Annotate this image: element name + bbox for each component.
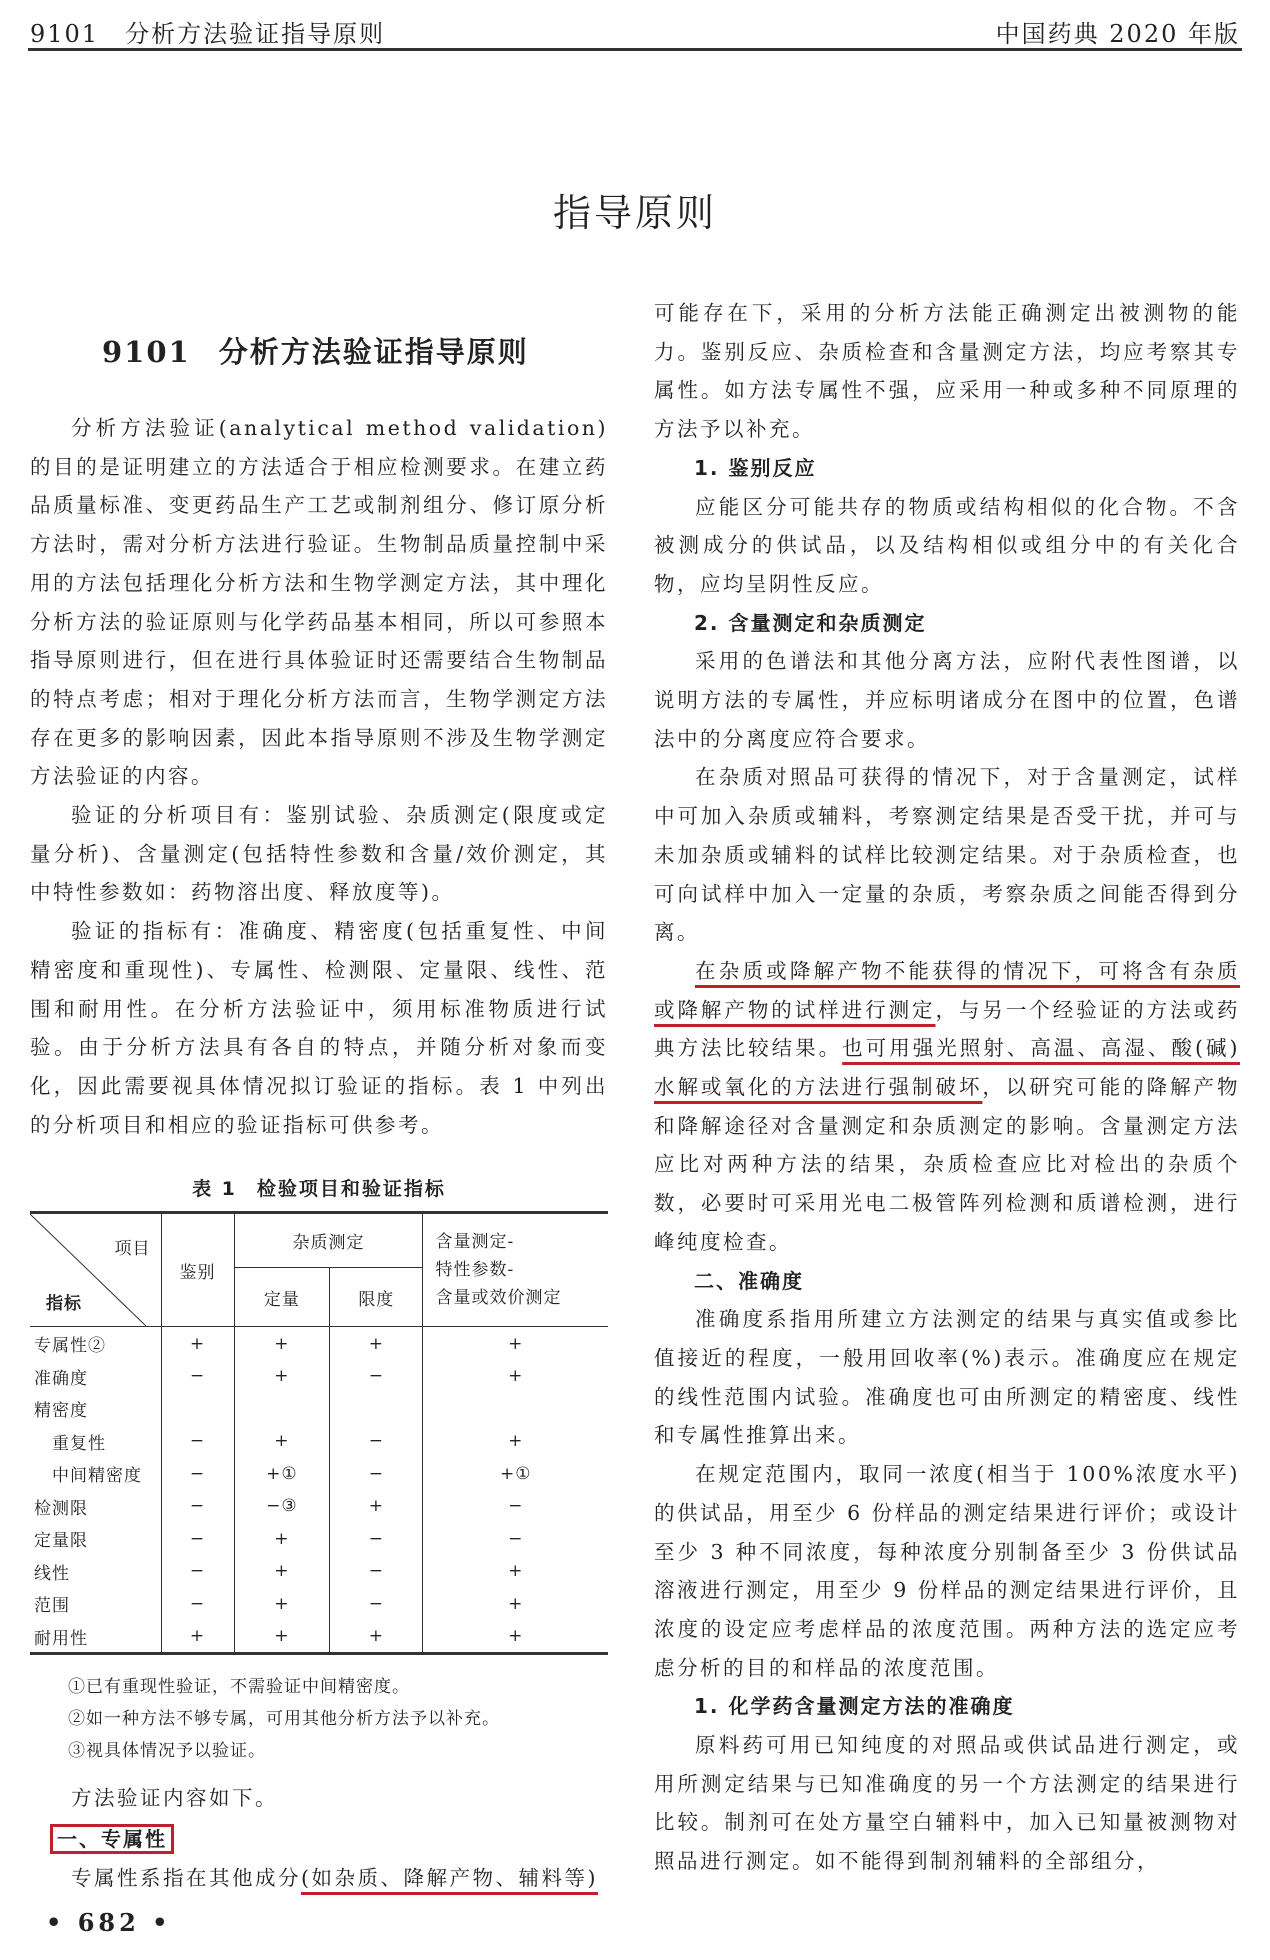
col-assay-line1: 含量测定- bbox=[435, 1232, 515, 1253]
corner-item-label: 项目 bbox=[114, 1239, 151, 1260]
row-name: 检测限 bbox=[34, 1498, 88, 1519]
page-number: • 682 • bbox=[46, 1908, 172, 1937]
paragraph-impurity-unavailable bbox=[654, 952, 1240, 1262]
cell-assay: − bbox=[423, 1490, 608, 1523]
cell-limit: − bbox=[330, 1587, 423, 1620]
cell-ident: + bbox=[161, 1327, 234, 1360]
underlined-text-1: 在杂质或降解产物不能获得的情况下，可将含有杂质或降解产物的试样进行测定 bbox=[654, 958, 1240, 1022]
col-quant: 定量 bbox=[234, 1267, 330, 1327]
table-label: 表 1 bbox=[192, 1178, 237, 1201]
text-2: ，以研究可能的降解产物和降解途径对含量测定和杂质测定的影响。含量测定方法应比对两种方法的结果，杂质检查应比对检出的杂质个数，必要时可采用光电二极管阵列检测和质谱检测，进行峰纯度检查。 bbox=[654, 1075, 1241, 1254]
col-assay bbox=[423, 1213, 608, 1327]
paragraph-content-intro: 方法验证内容如下。 bbox=[71, 1786, 278, 1811]
col-limit: 限度 bbox=[330, 1267, 423, 1327]
table-title: 检验项目和验证指标 bbox=[256, 1178, 446, 1201]
paragraph-chromatography: 采用的色谱法和其他分离方法，应附代表性图谱，以说明方法的专属性，并应标明诸成分在图中的位置，色谱法中的分离度应符合要求。 bbox=[654, 649, 1240, 751]
running-header bbox=[28, 8, 1242, 51]
cell-assay: + bbox=[423, 1555, 608, 1588]
section-title bbox=[102, 330, 608, 371]
cell-ident: − bbox=[161, 1522, 234, 1555]
corner-index-label: 指标 bbox=[46, 1294, 82, 1315]
paragraph-accuracy-design: 在规定范围内，取同一浓度(相当于 100%浓度水平)的供试品，用至少 6 份样品的测定结果进行评价；或设计至少 3 种不同浓度，每种浓度分别制备至少 3 份供试品溶液进行测定，用至少 9 份样品的测定结果进行评价，且浓度的设定应考虑样品的浓度范围。两种方法的选定应考虑分析的目的和样品的浓度范围。 bbox=[654, 1462, 1240, 1680]
cell-assay: + bbox=[423, 1425, 608, 1458]
col-assay-line3: 含量或效价测定 bbox=[435, 1288, 562, 1309]
col-impurity: 杂质测定 bbox=[234, 1213, 423, 1267]
heading-chem-accuracy: 1. 化学药含量测定方法的准确度 bbox=[694, 1694, 1015, 1719]
cell-quant bbox=[234, 1392, 330, 1425]
table-row bbox=[30, 1425, 608, 1458]
table-row bbox=[30, 1620, 608, 1654]
cell-assay: + bbox=[423, 1620, 608, 1654]
footnote-2: ②如一种方法不够专属，可用其他分析方法予以补充。 bbox=[68, 1709, 500, 1730]
header-left bbox=[30, 14, 385, 49]
row-name: 专属性② bbox=[34, 1336, 106, 1357]
cell-ident: − bbox=[161, 1555, 234, 1588]
row-name: 准确度 bbox=[34, 1368, 88, 1389]
cell-quant: + bbox=[234, 1522, 330, 1555]
cell-limit: − bbox=[330, 1360, 423, 1393]
cell-limit: − bbox=[330, 1555, 423, 1588]
table-row bbox=[30, 1587, 608, 1620]
col-assay-line2: 特性参数- bbox=[435, 1260, 515, 1281]
cell-limit: − bbox=[330, 1522, 423, 1555]
cell-quant: + bbox=[234, 1360, 330, 1393]
table-row bbox=[30, 1360, 608, 1393]
heading-accuracy: 二、准确度 bbox=[694, 1268, 804, 1293]
table-row bbox=[30, 1392, 608, 1425]
left-column bbox=[30, 330, 608, 1897]
paragraph-specificity bbox=[30, 1859, 608, 1898]
paragraph-items: 验证的分析项目有：鉴别试验、杂质测定(限度或定量分析)、含量测定(包括特性参数和含量/效价测定，其中特性参数如：药物溶出度、释放度等)。 bbox=[30, 803, 608, 905]
col-identification: 鉴别 bbox=[161, 1213, 234, 1327]
cell-quant: −③ bbox=[234, 1490, 330, 1523]
table-footnotes bbox=[30, 1671, 608, 1767]
right-column bbox=[654, 294, 1240, 1881]
cell-limit: − bbox=[330, 1425, 423, 1458]
table-row bbox=[30, 1522, 608, 1555]
cell-ident: − bbox=[161, 1490, 234, 1523]
specificity-text: 专属性系指在其他成分 bbox=[71, 1865, 301, 1890]
heading-specificity bbox=[30, 1820, 608, 1859]
paragraph-indicators: 验证的指标有：准确度、精密度(包括重复性、中间精密度和重现性)、专属性、检测限、定量限、线性、范围和耐用性。在分析方法验证中，须用标准物质进行试验。由于分析方法具有各自的特点，并随分析对象而变化，因此需要视具体情况拟订验证的指标。表 1 中列出的分析项目和相应的验证指标可供参考。 bbox=[30, 919, 608, 1137]
validation-table bbox=[30, 1211, 608, 1655]
cell-ident: − bbox=[161, 1457, 234, 1490]
guide-title: 指导原则 bbox=[552, 191, 717, 235]
footnote-1: ①已有重现性验证，不需验证中间精密度。 bbox=[68, 1677, 410, 1698]
paragraph-chem-accuracy: 原料药可用已知纯度的对照品或供试品进行测定，或用所测定结果与已知准确度的另一个方法测定的结果进行比较。制剂可在处方量空白辅料中，加入已知量被测物对照品进行测定。如不能得到制剂辅料的全部组分， bbox=[654, 1733, 1240, 1874]
header-title: 分析方法验证指导原则 bbox=[125, 20, 386, 48]
row-name: 重复性 bbox=[52, 1433, 106, 1454]
section-title-text: 分析方法验证指导原则 bbox=[218, 335, 529, 369]
cell-quant: + bbox=[234, 1587, 330, 1620]
cell-assay: − bbox=[423, 1522, 608, 1555]
header-edition: 中国药典 2020 年版 bbox=[995, 20, 1240, 48]
cell-ident bbox=[161, 1392, 234, 1425]
table-caption bbox=[30, 1174, 608, 1201]
row-name: 中间精密度 bbox=[52, 1466, 142, 1487]
cell-ident: + bbox=[161, 1620, 234, 1654]
table-row bbox=[30, 1327, 608, 1360]
paragraph-identification: 应能区分可能共存的物质或结构相似的化合物。不含被测成分的供试品，以及结构相似或组分中的有关化合物，应均呈阴性反应。 bbox=[654, 494, 1240, 596]
row-name: 定量限 bbox=[34, 1531, 88, 1552]
cell-limit bbox=[330, 1392, 423, 1425]
underlined-examples: (如杂质、降解产物、辅料等) bbox=[301, 1865, 598, 1890]
cell-limit: + bbox=[330, 1327, 423, 1360]
cell-limit: + bbox=[330, 1620, 423, 1654]
table-corner-cell bbox=[30, 1213, 161, 1327]
table-row bbox=[30, 1555, 608, 1588]
cell-quant: + bbox=[234, 1555, 330, 1588]
cell-quant: + bbox=[234, 1327, 330, 1360]
specificity-box: 一、专属性 bbox=[50, 1824, 174, 1854]
cell-assay bbox=[423, 1392, 608, 1425]
table-row bbox=[30, 1457, 608, 1490]
footnote-3: ③视具体情况予以验证。 bbox=[68, 1741, 266, 1762]
row-name: 范围 bbox=[34, 1596, 70, 1617]
text-1: ，与另一个经验证的方法或药典方法比较结果。 bbox=[654, 997, 1240, 1061]
cell-assay: + bbox=[423, 1327, 608, 1360]
section-number: 9101 bbox=[102, 335, 191, 369]
row-name: 线性 bbox=[34, 1563, 70, 1584]
cell-ident: − bbox=[161, 1587, 234, 1620]
cell-assay: + bbox=[423, 1587, 608, 1620]
cell-quant: + bbox=[234, 1425, 330, 1458]
cell-limit: + bbox=[330, 1490, 423, 1523]
row-name: 耐用性 bbox=[30, 1620, 161, 1654]
paragraph-impurity-available: 在杂质对照品可获得的情况下，对于含量测定，试样中可加入杂质或辅料，考察测定结果是否受干扰，并可与未加杂质或辅料的试样比较测定结果。对于杂质检查，也可向试样中加入一定量的杂质，考察杂质之间能否得到分离。 bbox=[654, 765, 1240, 945]
table-row bbox=[30, 1490, 608, 1523]
cell-assay: + bbox=[423, 1360, 608, 1393]
header-code: 9101 bbox=[30, 20, 100, 48]
paragraph-specificity-cont: 可能存在下，采用的分析方法能正确测定出被测物的能力。鉴别反应、杂质检查和含量测定方法，均应考察其专属性。如方法专属性不强，应采用一种或多种不同原理的方法予以补充。 bbox=[654, 301, 1240, 442]
cell-ident: − bbox=[161, 1425, 234, 1458]
underlined-text-2: 也可用强光照射、高温、高湿、酸(碱)水解或氧化的方法进行强制破坏 bbox=[654, 1036, 1241, 1100]
paragraph-purpose: 分析方法验证(analytical method validation)的目的是证明建立的方法适合于相应检测要求。在建立药品质量标准、变更药品生产工艺或制剂组分、修订原分析方法时，需对分析方法进行验证。生物制品质量控制中采用的方法包括理化分析方法和生物学测定方法，其中理化分析方法的验证原则与化学药品基本相同，所以可参照本指导原则进行，但在进行具体验证时还需要结合生物制品的特点考虑；相对于理化分析方法而言，生物学测定方法存在更多的影响因素，因此本指导原则不涉及生物学测定方法验证的内容。 bbox=[30, 416, 608, 789]
cell-quant: +① bbox=[234, 1457, 330, 1490]
heading-assay-impurity: 2. 含量测定和杂质测定 bbox=[694, 610, 927, 635]
cell-limit: − bbox=[330, 1457, 423, 1490]
cell-ident: − bbox=[161, 1360, 234, 1393]
heading-identification: 1. 鉴别反应 bbox=[694, 455, 817, 480]
cell-quant: + bbox=[234, 1620, 330, 1654]
cell-assay: +① bbox=[423, 1457, 608, 1490]
paragraph-accuracy: 准确度系指用所建立方法测定的结果与真实值或参比值接近的程度，一般用回收率(%)表示。准确度应在规定的线性范围内试验。准确度也可由所测定的精密度、线性和专属性推算出来。 bbox=[654, 1307, 1240, 1448]
row-name: 精密度 bbox=[34, 1401, 88, 1422]
